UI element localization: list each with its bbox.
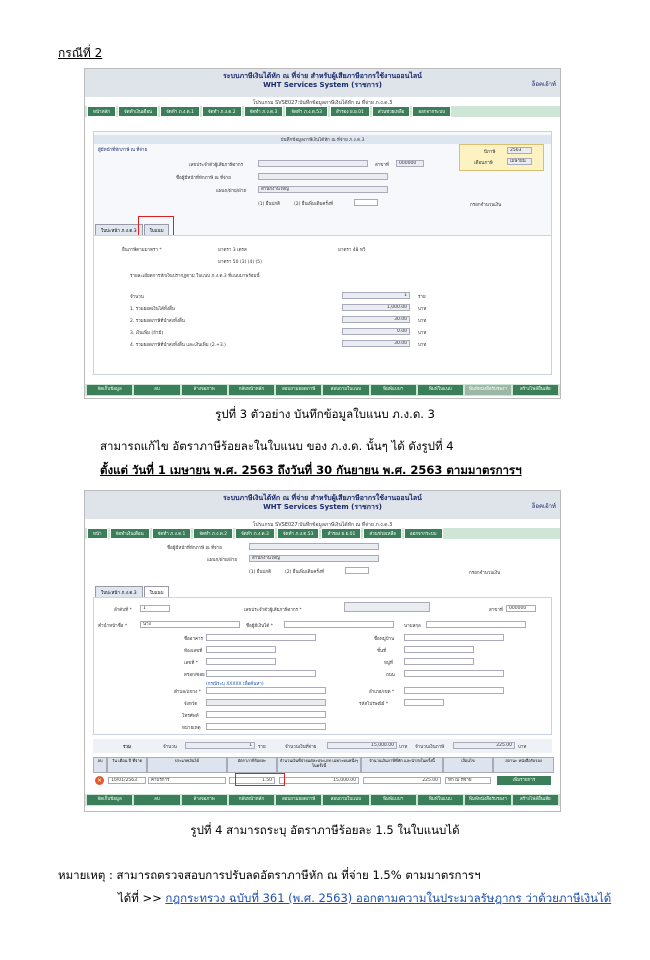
month-field[interactable]: เมษายน — [507, 158, 532, 165]
additional-count-field[interactable] — [345, 567, 369, 574]
query-attachment-button[interactable]: สอบถามใบแนบ — [323, 385, 368, 395]
summary-row-unit: บาท — [418, 307, 427, 312]
year-label: ปีภาษี — [484, 150, 496, 155]
road-field[interactable] — [404, 670, 504, 677]
branch-label: สาขาที่ — [375, 163, 389, 168]
tax-id-label: เลขประจำตัวผู้เสียภาษีอากร — [189, 163, 244, 168]
branch-field[interactable]: 000000 — [396, 160, 424, 167]
query-tax-button[interactable]: สอบถามยอดภาษี — [276, 385, 321, 395]
dept-label: แผนก/ฝ่าย/ฝ่าย — [216, 189, 246, 194]
main-menu — [85, 106, 560, 117]
paid-unit: บาท — [399, 745, 408, 750]
summary-row-value: 30.00 — [342, 340, 410, 347]
print-attachment-button[interactable]: พิมพ์ใบแนบ — [418, 385, 463, 395]
delete-button[interactable]: ลบ — [134, 795, 179, 805]
query-tax-button[interactable]: สอบถามยอดภาษี — [276, 795, 321, 805]
count-label: จำนวน — [163, 745, 177, 750]
summary-row-unit: ราย — [418, 295, 426, 300]
print-certificate-button[interactable]: พิมพ์หนังสือรับรองฯ — [465, 385, 511, 395]
tab-cover[interactable]: ใบปะหน้า ภ.ง.ด.3 — [95, 586, 143, 599]
summary-row-value: 1 — [342, 292, 410, 299]
caption-figure-4: รูปที่ 4 สามารถระบุ อัตราภาษีร้อยละ 1.5 ในใบแนบได้ — [190, 823, 460, 837]
menu-item[interactable]: ออกจากระบบ — [412, 106, 451, 117]
tax-label: จำนวนเงินภาษี — [415, 745, 445, 750]
create-file-button[interactable]: สร้างไฟล์ยื่นเสีย — [513, 385, 558, 395]
payee-panel — [93, 597, 552, 735]
print-form-button[interactable]: พิมพ์แบบฯ — [371, 795, 416, 805]
menu-item[interactable]: จัดทำ ภ.ง.ด.3 — [244, 106, 284, 117]
paid-value: 15,000.00 — [327, 742, 397, 749]
amount-field[interactable]: 15,000.00 — [279, 777, 359, 784]
houseno-field[interactable] — [206, 658, 276, 665]
payer-name-label: ชื่อผู้มีหน้าที่หักภาษี ณ ที่จ่าย — [176, 176, 231, 181]
summary-heading: รายละเอียดการหักเงินปรากฏตาม ใบแนบ ภ.ง.ด.3 ที่แนบมาพร้อมนี้ — [130, 274, 260, 279]
menu-item[interactable]: จัดทำ ภ.ง.ด.3 — [235, 528, 275, 539]
prefix-select[interactable]: นาง — [140, 621, 240, 628]
radio-normal[interactable]: (1) ยื่นปกติ — [249, 570, 272, 575]
form-title: โปรแกรม SVSE027:บันทึกข้อมูลภาษีเงินได้หัก ณ ที่จ่าย ภ.ง.ด.3 — [252, 100, 393, 106]
case-label: กรณีที่ 2 — [58, 46, 103, 60]
seq-label: ลำดับที่ * — [114, 608, 132, 613]
moo-field[interactable] — [404, 658, 474, 665]
main-menu — [85, 528, 560, 539]
query-attachment-button[interactable]: สอบถามใบแนบ — [323, 795, 368, 805]
phone-label: โทรศัพท์ — [182, 714, 199, 719]
fill-amount-checkbox[interactable]: กรอกจำนวนเงิน — [470, 203, 502, 208]
print-form-button[interactable]: พิมพ์แบบฯ — [371, 385, 416, 395]
radio-normal[interactable]: (1) ยื่นปกติ — [258, 202, 281, 207]
note-line-1: หมายเหตุ : สามารถตรวจสอบการปรับลดอัตราภาษีหัก ณ ที่จ่าย 1.5% ตามมาตรการฯ — [58, 868, 481, 882]
room-label: ห้องเลขที่ — [184, 649, 203, 654]
province-field[interactable] — [206, 699, 326, 706]
summary-row-label: 2. รวมยอดภาษีที่นำส่งทั้งสิ้น — [130, 319, 185, 324]
menu-item[interactable]: จัดทำ ภ.ง.ด.1 — [152, 528, 192, 539]
grid-header: จำนวนเงินภาษีที่หัก และนำส่งในครั้งนี้ — [361, 757, 443, 773]
note-line-2 — [118, 890, 611, 908]
dept-field[interactable]: สำนักงานใหญ่ — [249, 555, 379, 562]
system-subtitle: WHT Services System (ราชการ) — [263, 503, 382, 511]
floor-field[interactable] — [404, 646, 474, 653]
save-button[interactable]: จัดเก็บข้อมูล — [87, 385, 132, 395]
print-attachment-button[interactable]: พิมพ์ใบแนบ — [418, 795, 463, 805]
menu-item[interactable]: จัดทำ ภ.ง.ด.2 — [202, 106, 242, 117]
clear-button[interactable]: ล้างจอภาพ — [182, 795, 227, 805]
menu-item[interactable]: จัดทำ ภ.ง.ด.1 — [160, 106, 200, 117]
totals-bar — [93, 739, 552, 753]
section-title: บันทึกข้อมูลภาษีเงินได้หัก ณ ที่จ่าย ภ.ง.ด.3 — [94, 135, 551, 144]
note-prefix: ได้ที่ >> — [118, 891, 162, 905]
grid-header: ประเภทเงินได้ — [147, 757, 227, 773]
form-title: โปรแกรม SVSE027:บันทึกข้อมูลภาษีเงินได้หัก ณ ที่จ่าย ภ.ง.ด.3 — [252, 522, 393, 528]
menu-item[interactable]: หน้าหลัก — [87, 106, 116, 117]
payer-name-label: ชื่อผู้มีหน้าที่หักภาษี ณ ที่จ่าย — [167, 546, 222, 551]
screenshot-figure-4 — [84, 490, 561, 812]
lname-field[interactable] — [426, 621, 526, 628]
system-title: ระบบภาษีเงินได้หัก ณ ที่จ่าย สำหรับผู้เสียภาษีอากรใช้งานออนไลน์ — [223, 494, 422, 502]
highlight-box-rate — [235, 773, 285, 786]
lname-label: นามสกุล — [404, 624, 421, 629]
create-file-button[interactable]: สร้างไฟล์ยื่นเสีย — [513, 795, 558, 805]
note-field[interactable] — [206, 723, 326, 730]
moo-label: หมู่ที่ — [384, 661, 393, 666]
tax-unit: บาท — [518, 745, 527, 750]
grid-header: อัตราภาษีร้อยละ — [227, 757, 277, 773]
grid-header: ลบ — [93, 757, 107, 773]
payer-name-field[interactable] — [258, 173, 388, 180]
summary-row-label: จำนวน — [130, 295, 144, 300]
soi-label: ตรอก/ซอย — [184, 673, 205, 678]
tax-id-field[interactable] — [258, 160, 368, 167]
menu-item[interactable]: ส่วนช่วยเหลือ — [363, 528, 402, 539]
subdistrict-label: ตำบล/แขวง * — [174, 690, 201, 695]
print-certificate-button[interactable]: พิมพ์หนังสือรับรองฯ — [465, 795, 511, 805]
branch-field[interactable]: 000000 — [506, 605, 536, 612]
fname-field[interactable] — [284, 621, 394, 628]
menu-item[interactable]: สำรอง ย.ย.01 — [321, 528, 361, 539]
additional-count-field[interactable] — [354, 199, 378, 206]
count-value: 1 — [185, 742, 255, 749]
village-field[interactable] — [404, 634, 504, 641]
taxid-field[interactable] — [344, 602, 430, 612]
village-label: ชื่อหมู่บ้าน — [374, 637, 395, 642]
seq-field[interactable]: 1 — [140, 605, 170, 612]
delete-button[interactable]: ลบ — [134, 385, 179, 395]
floor-label: ชั้นที่ — [377, 649, 387, 654]
postcode-field[interactable] — [404, 699, 444, 706]
menu-item[interactable]: หน้า — [87, 528, 108, 539]
select-section-label: ยื่นภาษีตามมาตรา * — [122, 248, 162, 253]
menu-item[interactable]: จัดทำเงินเดือน — [118, 106, 158, 117]
menu-item[interactable]: จัดทำเงินเดือน — [110, 528, 150, 539]
note-label: หมายเหตุ — [182, 726, 201, 731]
tax-value: 225.00 — [453, 742, 515, 749]
income-type-select[interactable]: ค่าบริการ — [148, 777, 226, 784]
dept-label: แผนก/ฝ่าย/ฝ่าย — [207, 558, 237, 563]
option-section3[interactable]: มาตรา 3 เตรส — [218, 248, 247, 253]
screenshot-figure-3 — [84, 68, 561, 399]
payer-name-field[interactable] — [249, 543, 379, 550]
tab-attachment[interactable]: ใบแนบ — [144, 586, 170, 599]
summary-row-value: 1,000.00 — [342, 304, 410, 311]
logout-link[interactable]: ล็อคเอ้าท์ — [531, 81, 556, 88]
save-button[interactable]: จัดเก็บข้อมูล — [87, 795, 132, 805]
menu-item[interactable]: ส่วนช่วยเหลือ — [372, 106, 411, 117]
fname-label: ชื่อผู้มีเงินได้ * — [246, 624, 274, 629]
radio-additional[interactable]: (2) ยื่นเพิ่มเติมครั้งที่ — [285, 570, 325, 575]
tax-field[interactable]: 225.00 — [363, 777, 441, 784]
year-field[interactable]: 2563 — [507, 147, 532, 154]
menu-item[interactable]: จัดทำ ภ.ง.ด.53 — [285, 106, 328, 117]
postcode-label: รหัสไปรษณีย์ * — [359, 702, 389, 707]
menu-item[interactable]: จัดทำ ภ.ง.ด.2 — [193, 528, 233, 539]
soi-field[interactable] — [206, 670, 316, 677]
action-buttons — [85, 794, 560, 806]
fill-amount-checkbox[interactable]: กรอกจำนวนเงิน — [469, 571, 501, 576]
district-field[interactable] — [404, 687, 504, 694]
summary-row-unit: บาท — [418, 343, 427, 348]
grid-header: วัน เดือน ปี ที่จ่าย — [107, 757, 147, 773]
attachment-panel — [93, 235, 552, 375]
ministerial-regulation-link[interactable]: กฎกระทรวง ฉบับที่ 361 (พ.ศ. 2563) ออกตามความในประมวลรัษฎากร ว่าด้วยภาษีเงินได้ — [165, 891, 612, 905]
radio-additional[interactable]: (2) ยื่นเพิ่มเติมครั้งที่ — [294, 202, 334, 207]
branch-label: สาขาที่ — [489, 608, 503, 613]
action-buttons — [85, 384, 560, 396]
grid-header: จำนวนเงินที่จ่ายแต่ละประเภท เฉพาะคนหนึ่งๆในครั้งนี้ — [277, 757, 361, 773]
tab-attachment[interactable]: ใบแนบ — [144, 224, 170, 237]
count-unit: ราย — [258, 745, 266, 750]
system-header — [85, 69, 560, 97]
dept-field[interactable]: สำนักงานใหญ่ — [258, 186, 388, 193]
paid-label: จำนวนเงินที่จ่าย — [285, 745, 317, 750]
paragraph-period: ตั้งแต่ วันที่ 1 เมษายน พ.ศ. 2563 ถึงวันที่ 30 กันยายน พ.ศ. 2563 ตามมาตรการฯ — [100, 463, 522, 477]
add-row-button[interactable]: เพิ่มรายการ — [497, 776, 551, 785]
summary-row-label: 4. รวมยอดภาษีที่นำส่งทั้งสิ้น และเงินเพิ่ม (2.+3.) — [130, 343, 226, 348]
menu-item[interactable]: จัดทำ ภ.ง.ด.53 — [277, 528, 320, 539]
taxid-label: เลขประจำตัวผู้เสียภาษีอากร * — [244, 608, 302, 613]
summary-row-value: 30.00 — [342, 316, 410, 323]
system-header — [85, 491, 560, 519]
prefix-label: คำนำหน้าชื่อ * — [98, 624, 128, 629]
paragraph-edit-rate: สามารถแก้ไข อัตราภาษีร้อยละในใบแนบ ของ ภ.ง.ด. นั้นๆ ได้ ดังรูปที่ 4 — [100, 439, 454, 453]
pay-date-field[interactable]: 10/01/2563 — [108, 777, 146, 784]
province-label: จังหวัด — [184, 702, 198, 707]
home-button[interactable]: กลับหน้าหลัก — [229, 385, 274, 395]
grid-header: เงื่อนไข — [443, 757, 493, 773]
tax-rate-field[interactable]: 1.50 — [229, 777, 275, 784]
room-field[interactable] — [206, 646, 276, 653]
summary-row-label: 1. รวมยอดเงินได้ทั้งสิ้น — [130, 307, 175, 312]
summary-row-value: 0.00 — [342, 328, 410, 335]
system-title: ระบบภาษีเงินได้หัก ณ ที่จ่าย สำหรับผู้เสียภาษีอากรใช้งานออนไลน์ — [223, 72, 422, 80]
houseno-label: เลขที่ * — [184, 661, 199, 666]
summary-row-unit: บาท — [418, 319, 427, 324]
clear-button[interactable]: ล้างจอภาพ — [182, 385, 227, 395]
building-label: ชื่ออาคาร — [184, 637, 203, 642]
road-label: ถนน — [386, 673, 395, 678]
subdistrict-field[interactable] — [206, 687, 326, 694]
caption-figure-3: รูปที่ 3 ตัวอย่าง บันทึกข้อมูลใบแนบ ภ.ง.ด. 3 — [215, 407, 435, 421]
home-button[interactable]: กลับหน้าหลัก — [229, 795, 274, 805]
phone-field[interactable] — [206, 711, 326, 718]
summary-row-label: 3. เงินเพิ่ม (ถ้ามี) — [130, 331, 164, 336]
payer-heading: ผู้มีหน้าที่หักภาษี ณ ที่จ่าย — [98, 148, 148, 153]
summary-row-unit: บาท — [418, 331, 427, 336]
month-label: เดือนภาษี — [474, 161, 493, 166]
condition-select[interactable]: หัก ณ ที่จ่าย — [445, 777, 491, 784]
option-section50[interactable]: มาตรา 50 (3) (4) (5) — [218, 260, 262, 265]
option-section48[interactable]: มาตรา 48 ทวิ — [338, 248, 366, 253]
income-grid — [93, 757, 552, 787]
system-subtitle: WHT Services System (ราชการ) — [263, 81, 382, 89]
total-label: รวม — [123, 745, 131, 750]
subdistrict-hint: (กรณีระบุ XXXXX เพื่อค้นหา) — [206, 682, 264, 687]
menu-item[interactable]: สำรอง ย.ย.01 — [330, 106, 370, 117]
grid-header: สถานะ หนังสือรับรอง — [493, 757, 554, 773]
building-field[interactable] — [206, 634, 316, 641]
tab-cover[interactable]: ใบปะหน้า ภ.ง.ด.3 — [95, 224, 143, 237]
logout-link[interactable]: ล็อคเอ้าท์ — [531, 503, 556, 510]
district-label: อำเภอ/เขต * — [369, 690, 395, 695]
menu-item[interactable]: ออกจากระบบ — [404, 528, 443, 539]
delete-row-icon[interactable]: × — [96, 777, 103, 784]
